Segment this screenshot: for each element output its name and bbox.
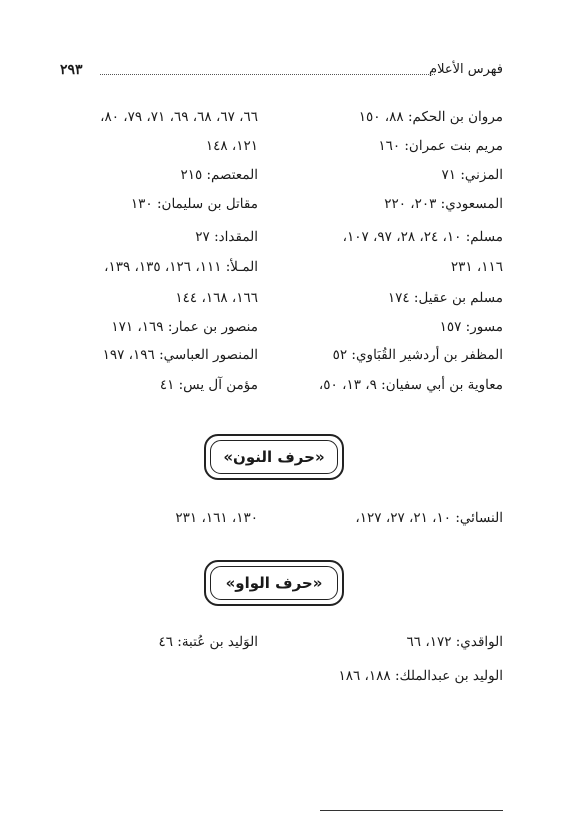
running-head-dots <box>100 74 435 75</box>
index-entry: مسلم: ١٠، ٢٤، ٢٨، ٩٧، ١٠٧، <box>342 229 503 245</box>
index-entry: مريم بنت عمران: ١٦٠ <box>378 138 503 154</box>
section-heading-nun <box>204 434 344 480</box>
index-entry: المقداد: ٢٧ <box>195 229 258 245</box>
index-entry: النسائي: ١٠، ٢١، ٢٧، ١٢٧، <box>355 510 503 526</box>
index-entry: المسعودي: ٢٠٣، ٢٢٠ <box>384 196 503 212</box>
index-entry: الوَليد بن عُتبة: ٤٦ <box>158 634 258 650</box>
index-entry: معاوية بن أبي سفيان: ٩، ١٣، ٥٠، <box>318 377 503 393</box>
footer-rule <box>320 810 503 811</box>
index-entry: مؤمن آل يس: ٤١ <box>159 377 258 393</box>
index-entry: ١٢١، ١٤٨ <box>205 138 258 154</box>
index-entry: المعتصم: ٢١٥ <box>180 167 258 183</box>
index-entry: الواقدي: ١٧٢، ٦٦ <box>406 634 503 650</box>
index-entry: ١٦٦، ١٦٨، ١٤٤ <box>175 290 258 306</box>
index-entry: مسور: ١٥٧ <box>439 319 503 335</box>
index-entry: مقاتل بن سليمان: ١٣٠ <box>130 196 258 212</box>
index-entry: المظفر بن أردشير القُبَاوي: ٥٢ <box>332 347 503 363</box>
index-entry: المزني: ٧١ <box>441 167 503 183</box>
page-number: ٢٩٣ <box>60 62 83 78</box>
section-label: «حرف الواو» <box>225 574 323 592</box>
index-entry: الوليد بن عبدالملك: ١٨٨، ١٨٦ <box>338 668 503 684</box>
index-entry: ٦٦، ٦٧، ٦٨، ٦٩، ٧١، ٧٩، ٨٠، <box>100 109 258 125</box>
index-entry: المـلأ: ١١١، ١٢٦، ١٣٥، ١٣٩، <box>104 259 258 275</box>
section-label: «حرف النون» <box>223 448 325 466</box>
section-heading-waw <box>204 560 344 606</box>
index-entry: المنصور العباسي: ١٩٦، ١٩٧ <box>102 347 258 363</box>
running-head-title: فهرس الأعلام <box>429 62 503 77</box>
index-entry: مروان بن الحكم: ٨٨، ١٥٠ <box>358 109 503 125</box>
index-entry: ١١٦، ٢٣١ <box>450 259 503 275</box>
running-head <box>60 62 503 82</box>
index-entry: مسلم بن عقيل: ١٧٤ <box>387 290 503 306</box>
index-entry: ١٣٠، ١٦١، ٢٣١ <box>175 510 258 526</box>
index-entry: منصور بن عمار: ١٦٩، ١٧١ <box>111 319 258 335</box>
